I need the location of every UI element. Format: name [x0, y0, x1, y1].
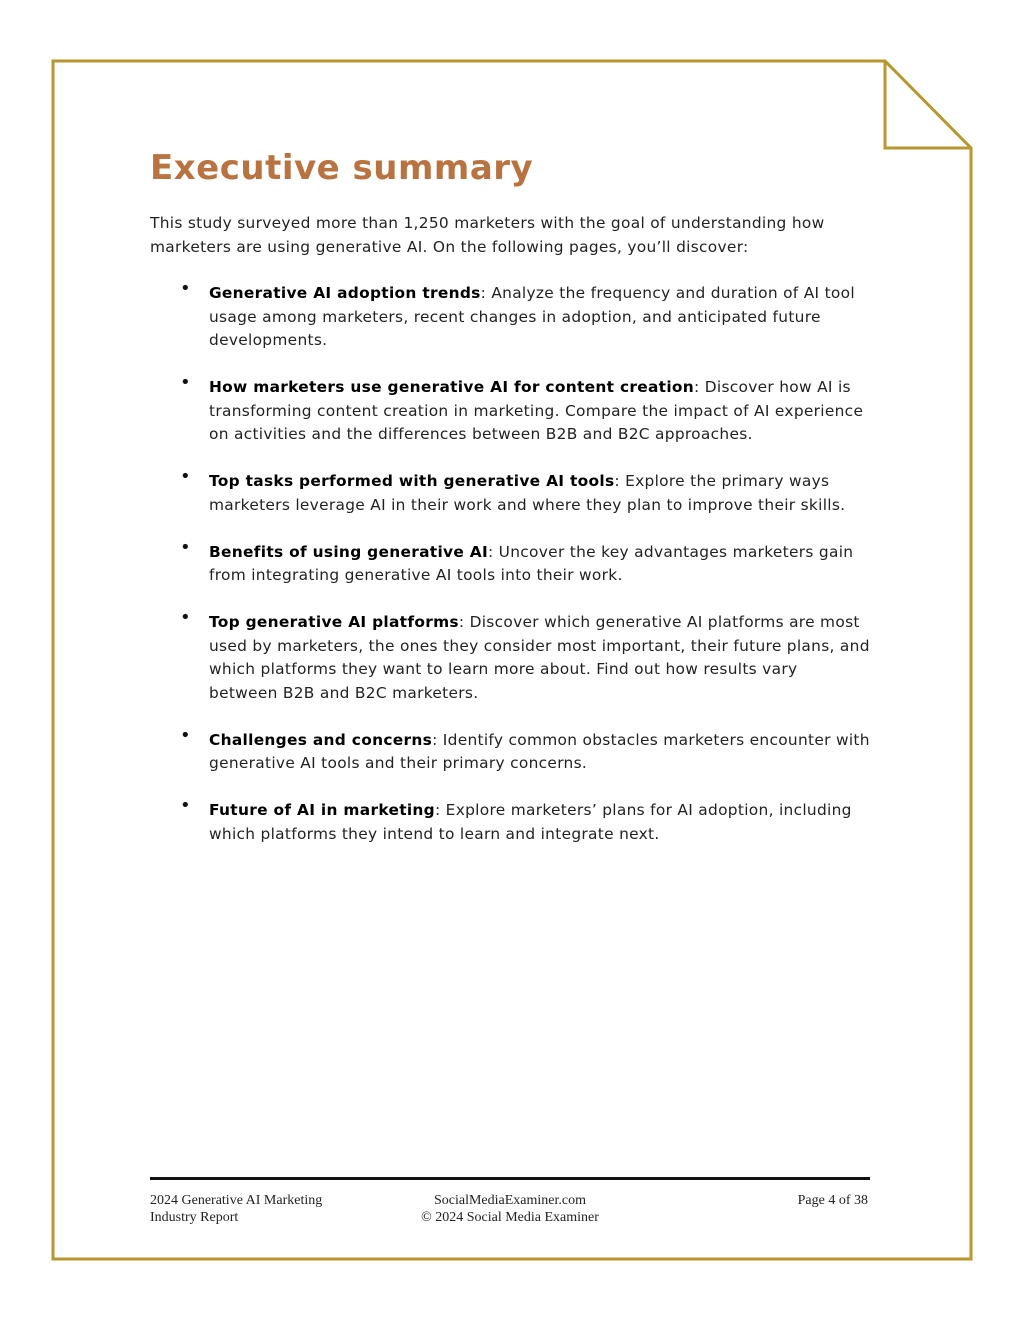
- bullet-dot-icon: •: [180, 724, 191, 746]
- list-item: [180, 724, 870, 776]
- bullet-heading: How marketers use generative AI for content creation: [209, 378, 695, 396]
- footer-report-line-1: 2024 Generative AI Marketing: [150, 1193, 323, 1208]
- footer-copyright: © 2024 Social Media Examiner: [421, 1210, 599, 1225]
- footer-site-info: [390, 1192, 630, 1226]
- intro-paragraph: This study surveyed more than 1,250 marketers with the goal of understanding how marketers are using generative AI. On the following pages, you’ll discover:: [150, 214, 825, 256]
- bullet-text: : Explore the primary ways marketers leverage AI in their work and where they plan to improve their skills.: [209, 472, 846, 514]
- bullet-text: : Analyze the frequency and duration of AI tool usage among marketers, recent changes in adoption, and anticipated future developments.: [209, 284, 855, 349]
- bullet-heading: Future of AI in marketing: [209, 801, 435, 819]
- list-item: [180, 372, 870, 447]
- footer-report-line-2: Industry Report: [150, 1210, 239, 1225]
- bullet-dot-icon: •: [180, 466, 191, 487]
- footer-report-name: [150, 1192, 390, 1226]
- list-item: [180, 536, 870, 588]
- list-item: [180, 466, 870, 517]
- list-item: [180, 795, 870, 846]
- bullet-text: : Explore marketers’ plans for AI adoption, including which platforms they intend to learn and integrate next.: [209, 801, 852, 843]
- bullet-heading: Top generative AI platforms: [209, 613, 459, 631]
- bullet-heading: Challenges and concerns: [209, 730, 433, 749]
- bullet-dot-icon: •: [180, 278, 191, 299]
- summary-list: [180, 278, 870, 870]
- bullet-dot-icon: •: [180, 372, 191, 393]
- bullet-dot-icon: •: [180, 795, 191, 816]
- bullet-heading: Top tasks performed with generative AI tools: [209, 472, 615, 490]
- footer-divider: [150, 1177, 870, 1180]
- bullet-heading: Generative AI adoption trends: [209, 284, 481, 302]
- page-title: Executive summary: [150, 148, 534, 188]
- list-item: [180, 278, 870, 353]
- bullet-text: : Uncover the key advantages marketers gain from integrating generative AI tools into their work.: [209, 542, 854, 584]
- bullet-dot-icon: •: [180, 536, 191, 558]
- bullet-heading: Benefits of using generative AI: [209, 542, 488, 561]
- footer-site-url: SocialMediaExaminer.com: [433, 1193, 586, 1208]
- bullet-dot-icon: •: [180, 607, 191, 628]
- bullet-text: : Discover which generative AI platforms are most used by marketers, the ones they consider most important, their future plans, and which platforms they want to learn more about. Find out how results vary between B2B and B2C marketers.: [209, 613, 870, 702]
- list-item: [180, 607, 870, 705]
- footer-page-number: Page 4 of 38: [797, 1193, 868, 1208]
- bullet-text: : Discover how AI is transforming content creation in marketing. Compare the impact of AI experience on activities and the differences between B2B and B2C approaches.: [209, 378, 864, 443]
- bullet-text: : Identify common obstacles marketers encounter with generative AI tools and their primary concerns.: [209, 730, 870, 772]
